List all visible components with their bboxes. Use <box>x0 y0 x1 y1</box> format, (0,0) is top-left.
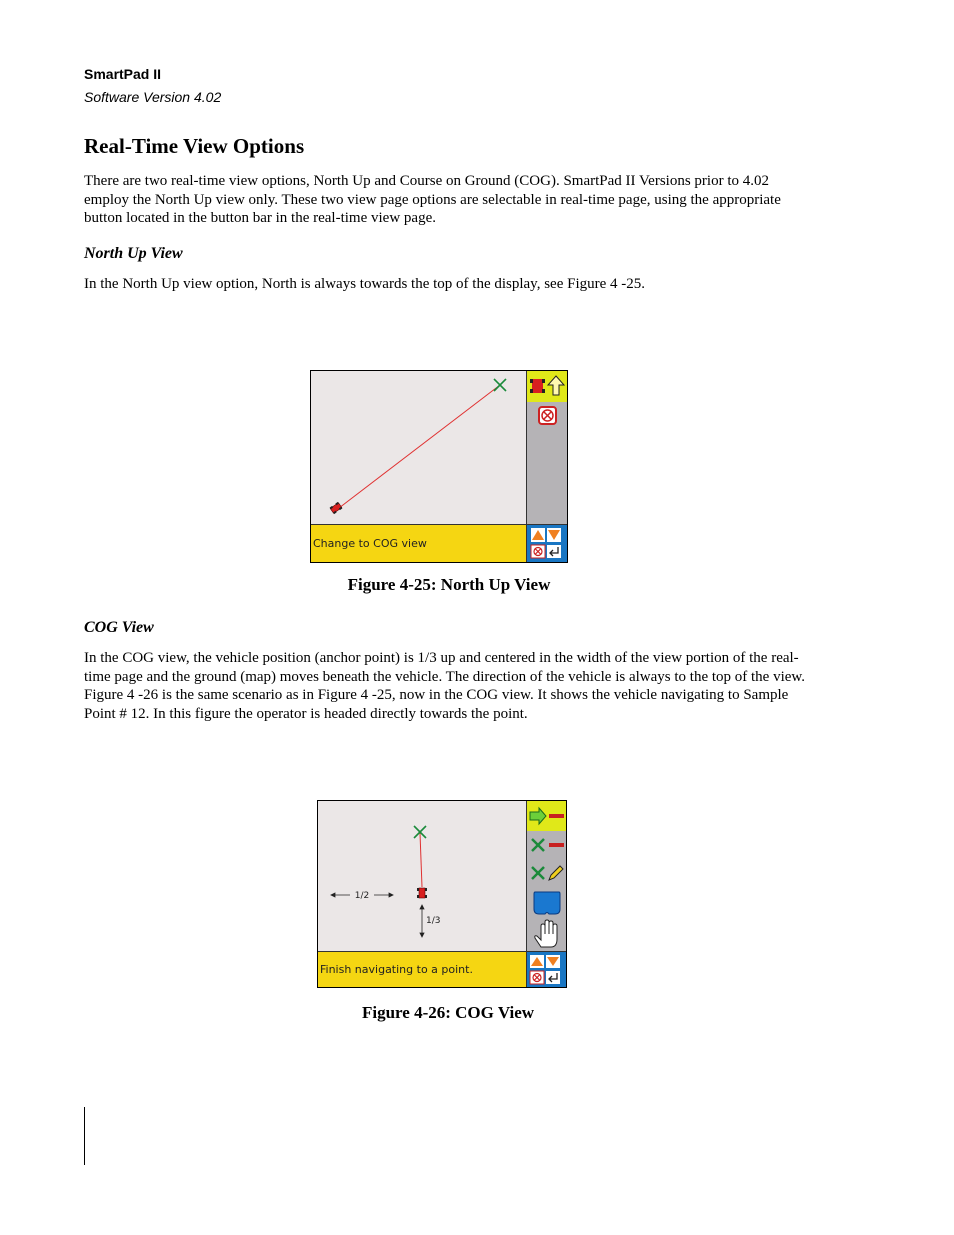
pan-button[interactable] <box>527 917 567 951</box>
pan-hand-icon <box>535 920 557 947</box>
north-up-sidebar <box>526 371 567 524</box>
north-up-status-bar <box>311 524 526 562</box>
boundary-button[interactable] <box>527 887 567 917</box>
arrow-up-icon[interactable] <box>531 528 545 542</box>
vehicle-icon <box>417 888 427 898</box>
header-version: Software Version 4.02 <box>84 89 222 105</box>
north-up-keypad <box>526 524 567 562</box>
arrow-down-icon[interactable] <box>547 528 561 542</box>
go-to-point-button[interactable] <box>527 801 566 831</box>
track-line <box>420 833 422 887</box>
cog-heading: COG View <box>84 619 154 636</box>
vehicle-icon <box>530 379 545 393</box>
arrow-down-icon[interactable] <box>546 955 560 968</box>
north-up-button[interactable] <box>527 371 567 402</box>
track-line <box>339 385 500 508</box>
cog-sidebar <box>526 801 566 951</box>
half-label: 1/2 <box>354 891 370 901</box>
page-margin-rule <box>84 1107 85 1165</box>
header-product: SmartPad II <box>84 66 162 82</box>
section-title: Real-Time View Options <box>84 134 305 158</box>
intro-paragraph: There are two real-time view options, North Up and Course on Ground (COG). SmartPad II Versions prior to 4.02 employ the North Up view only. These two view page options are selectable in real-time page, using the appropriate button located in the button bar in the real-time view page. <box>84 173 781 227</box>
third-height-arrow <box>420 905 424 937</box>
boundary-icon <box>534 892 560 914</box>
arrow-up-icon[interactable] <box>530 955 544 968</box>
status-text: Finish navigating to a point. <box>320 963 473 976</box>
status-text: Change to COG view <box>313 537 427 550</box>
north-up-map <box>311 371 526 524</box>
edit-point-icon <box>532 866 563 880</box>
north-up-screen <box>310 370 568 563</box>
figure-4-25-caption: Figure 4-25: North Up View <box>347 575 551 594</box>
cancel-icon <box>539 407 556 424</box>
cog-paragraph: In the COG view, the vehicle position (anchor point) is 1/3 up and centered in the width of the view portion of the real-time page and the ground (map) moves beneath the vehicle. The direction of the vehicle is always to the top of the view. Figure 4 -26 is the same scenario as in Figure 4 -25, now in the COG view. It shows the vehicle navigating to Sample Point # 12. In this figure the operator is headed directly towards the point. <box>84 650 806 723</box>
vehicle-icon <box>330 502 343 514</box>
cog-status-bar <box>318 951 526 987</box>
cancel-button[interactable] <box>527 402 567 430</box>
cog-keypad <box>526 951 566 987</box>
north-up-paragraph: In the North Up view option, North is always towards the top of the display, see Figure 4 -25. <box>84 276 646 292</box>
cancel-icon[interactable] <box>530 971 544 984</box>
enter-icon[interactable] <box>547 545 561 558</box>
edit-point-button[interactable] <box>527 859 567 887</box>
north-up-icon <box>548 376 564 395</box>
north-up-heading: North Up View <box>84 245 183 262</box>
target-x-icon <box>494 379 506 391</box>
cancel-icon[interactable] <box>531 545 545 558</box>
cog-map <box>318 801 526 951</box>
delete-point-icon <box>532 839 564 851</box>
delete-point-button[interactable] <box>527 831 567 859</box>
cog-screen <box>317 800 567 988</box>
enter-icon[interactable] <box>546 971 560 984</box>
figure-4-26-caption: Figure 4-26: COG View <box>361 1003 535 1022</box>
go-to-point-icon <box>530 808 546 824</box>
third-label: 1/3 <box>426 916 441 926</box>
